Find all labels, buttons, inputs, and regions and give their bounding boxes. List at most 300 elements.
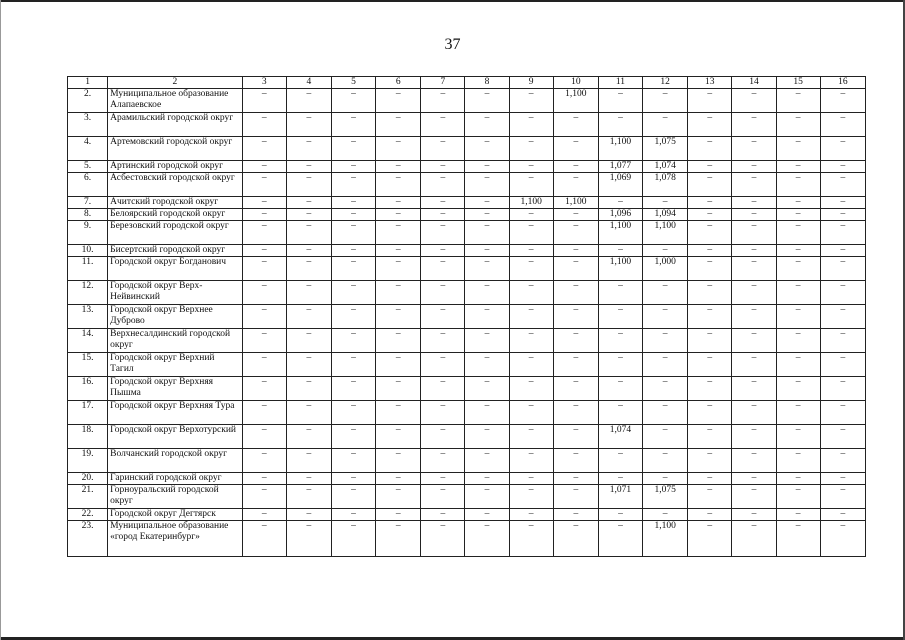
value-cell: – — [553, 245, 598, 257]
row-number: 3. — [68, 113, 108, 137]
value-cell: – — [776, 485, 820, 509]
value-cell: – — [820, 173, 865, 197]
value-cell: – — [421, 161, 465, 173]
value-cell: – — [553, 521, 598, 557]
value-cell: – — [643, 329, 688, 353]
value-cell: – — [553, 329, 598, 353]
value-cell: – — [465, 257, 509, 281]
municipality-name: Березовский городской округ — [108, 221, 243, 245]
value-cell: – — [421, 485, 465, 509]
value-cell: – — [242, 521, 286, 557]
table-row — [68, 113, 866, 137]
value-cell: – — [688, 425, 732, 449]
value-cell: – — [509, 305, 553, 329]
value-cell: – — [331, 257, 375, 281]
column-header: 3 — [242, 77, 286, 89]
table-row — [68, 161, 866, 173]
value-cell: – — [465, 221, 509, 245]
value-cell: 1,000 — [643, 257, 688, 281]
value-cell: 1,100 — [598, 137, 642, 161]
table-row — [68, 509, 866, 521]
value-cell: – — [598, 113, 642, 137]
value-cell: – — [776, 137, 820, 161]
value-cell: – — [465, 89, 509, 113]
municipality-name: Гаринский городской округ — [108, 473, 243, 485]
value-cell: 1,075 — [643, 137, 688, 161]
row-number: 9. — [68, 221, 108, 245]
table-row — [68, 425, 866, 449]
value-cell: – — [820, 161, 865, 173]
row-number: 10. — [68, 245, 108, 257]
value-cell: – — [553, 509, 598, 521]
value-cell: – — [688, 113, 732, 137]
row-number: 23. — [68, 521, 108, 557]
coefficient-table — [67, 76, 866, 557]
row-number: 4. — [68, 137, 108, 161]
value-cell: – — [553, 353, 598, 377]
value-cell: – — [421, 113, 465, 137]
value-cell: – — [421, 209, 465, 221]
row-number: 14. — [68, 329, 108, 353]
value-cell: – — [643, 353, 688, 377]
value-cell: – — [688, 197, 732, 209]
value-cell: – — [242, 257, 286, 281]
value-cell: – — [688, 257, 732, 281]
value-cell: – — [820, 197, 865, 209]
value-cell: – — [820, 377, 865, 401]
value-cell: – — [421, 401, 465, 425]
municipality-name: Городской округ Верхотурский — [108, 425, 243, 449]
value-cell: – — [553, 473, 598, 485]
value-cell: – — [553, 281, 598, 305]
value-cell: – — [286, 209, 331, 221]
municipality-name: Городской округ Богданович — [108, 257, 243, 281]
value-cell: 1,069 — [598, 173, 642, 197]
value-cell: – — [688, 485, 732, 509]
municipality-name: Арамильский городской округ — [108, 113, 243, 137]
table-row — [68, 401, 866, 425]
value-cell: – — [286, 353, 331, 377]
row-number: 15. — [68, 353, 108, 377]
value-cell: – — [732, 305, 776, 329]
value-cell: – — [331, 521, 375, 557]
value-cell: – — [286, 377, 331, 401]
value-cell: 1,094 — [643, 209, 688, 221]
value-cell: – — [776, 209, 820, 221]
value-cell: – — [688, 137, 732, 161]
value-cell: – — [598, 473, 642, 485]
value-cell: – — [331, 221, 375, 245]
value-cell: – — [820, 425, 865, 449]
value-cell: – — [509, 353, 553, 377]
value-cell: – — [553, 401, 598, 425]
value-cell: 1,100 — [553, 89, 598, 113]
value-cell: – — [421, 305, 465, 329]
value-cell: – — [286, 281, 331, 305]
value-cell: – — [820, 449, 865, 473]
value-cell: – — [776, 521, 820, 557]
value-cell: – — [242, 485, 286, 509]
value-cell: – — [732, 329, 776, 353]
value-cell: – — [509, 449, 553, 473]
value-cell: – — [820, 329, 865, 353]
value-cell: – — [242, 329, 286, 353]
table-row — [68, 521, 866, 557]
value-cell: – — [376, 473, 421, 485]
value-cell: – — [376, 257, 421, 281]
value-cell: – — [242, 401, 286, 425]
value-cell: 1,096 — [598, 209, 642, 221]
value-cell: – — [509, 89, 553, 113]
value-cell: – — [286, 425, 331, 449]
value-cell: – — [688, 377, 732, 401]
value-cell: – — [376, 113, 421, 137]
value-cell: – — [376, 329, 421, 353]
value-cell: – — [598, 521, 642, 557]
value-cell: – — [331, 137, 375, 161]
value-cell: – — [688, 521, 732, 557]
value-cell: – — [732, 521, 776, 557]
value-cell: – — [242, 425, 286, 449]
value-cell: – — [776, 473, 820, 485]
value-cell: – — [820, 305, 865, 329]
value-cell: – — [643, 305, 688, 329]
value-cell: – — [465, 209, 509, 221]
value-cell: 1,100 — [643, 521, 688, 557]
value-cell: 1,100 — [598, 257, 642, 281]
value-cell: – — [465, 425, 509, 449]
value-cell: – — [465, 137, 509, 161]
value-cell: – — [376, 377, 421, 401]
value-cell: – — [598, 329, 642, 353]
value-cell: – — [732, 449, 776, 473]
row-number: 18. — [68, 425, 108, 449]
value-cell: – — [465, 485, 509, 509]
value-cell: – — [598, 197, 642, 209]
value-cell: – — [376, 353, 421, 377]
value-cell: – — [688, 245, 732, 257]
value-cell: – — [509, 473, 553, 485]
table-row — [68, 485, 866, 509]
value-cell: – — [598, 377, 642, 401]
value-cell: – — [776, 449, 820, 473]
value-cell: – — [376, 161, 421, 173]
row-number: 8. — [68, 209, 108, 221]
value-cell: – — [376, 449, 421, 473]
value-cell: – — [776, 329, 820, 353]
value-cell: – — [331, 245, 375, 257]
value-cell: – — [776, 245, 820, 257]
value-cell: – — [509, 521, 553, 557]
value-cell: – — [820, 401, 865, 425]
value-cell: – — [376, 197, 421, 209]
municipality-name: Городской округ Верх-Нейвинский — [108, 281, 243, 305]
column-header: 7 — [421, 77, 465, 89]
value-cell: – — [776, 509, 820, 521]
value-cell: – — [553, 305, 598, 329]
value-cell: – — [242, 197, 286, 209]
value-cell: – — [820, 221, 865, 245]
value-cell: – — [376, 137, 421, 161]
row-number: 20. — [68, 473, 108, 485]
municipality-name: Ачитский городской округ — [108, 197, 243, 209]
value-cell: – — [465, 509, 509, 521]
value-cell: – — [732, 401, 776, 425]
value-cell: – — [553, 377, 598, 401]
value-cell: – — [776, 197, 820, 209]
value-cell: – — [242, 221, 286, 245]
value-cell: – — [553, 425, 598, 449]
column-header: 12 — [643, 77, 688, 89]
value-cell: – — [509, 485, 553, 509]
value-cell: – — [465, 401, 509, 425]
value-cell: – — [421, 425, 465, 449]
municipality-name: Муниципальное образование «город Екатеринбург» — [108, 521, 243, 557]
value-cell: – — [331, 329, 375, 353]
table-row — [68, 281, 866, 305]
value-cell: – — [776, 425, 820, 449]
value-cell: – — [820, 281, 865, 305]
value-cell: – — [776, 377, 820, 401]
value-cell: – — [820, 485, 865, 509]
table-row — [68, 209, 866, 221]
value-cell: – — [509, 137, 553, 161]
value-cell: – — [331, 197, 375, 209]
municipality-name: Городской округ Дегтярск — [108, 509, 243, 521]
value-cell: – — [553, 485, 598, 509]
value-cell: – — [509, 377, 553, 401]
value-cell: – — [509, 509, 553, 521]
value-cell: – — [688, 209, 732, 221]
value-cell: – — [643, 377, 688, 401]
table-row — [68, 257, 866, 281]
value-cell: – — [553, 209, 598, 221]
row-number: 12. — [68, 281, 108, 305]
value-cell: – — [776, 305, 820, 329]
value-cell: – — [331, 425, 375, 449]
value-cell: – — [732, 197, 776, 209]
value-cell: – — [421, 221, 465, 245]
value-cell: – — [820, 245, 865, 257]
value-cell: – — [732, 209, 776, 221]
value-cell: – — [509, 329, 553, 353]
value-cell: 1,075 — [643, 485, 688, 509]
value-cell: 1,100 — [643, 221, 688, 245]
table-row — [68, 473, 866, 485]
column-header: 14 — [732, 77, 776, 89]
municipality-name: Бисертский городской округ — [108, 245, 243, 257]
value-cell: – — [553, 221, 598, 245]
value-cell: – — [331, 509, 375, 521]
row-number: 5. — [68, 161, 108, 173]
value-cell: – — [820, 89, 865, 113]
value-cell: – — [421, 449, 465, 473]
value-cell: – — [421, 89, 465, 113]
value-cell: – — [820, 137, 865, 161]
value-cell: – — [732, 473, 776, 485]
value-cell: – — [643, 449, 688, 473]
value-cell: – — [598, 89, 642, 113]
frame-left — [0, 0, 1, 640]
value-cell: – — [776, 113, 820, 137]
value-cell: – — [286, 401, 331, 425]
column-header: 15 — [776, 77, 820, 89]
value-cell: – — [242, 377, 286, 401]
municipality-name: Городской округ Верхняя Пышма — [108, 377, 243, 401]
value-cell: – — [242, 113, 286, 137]
value-cell: – — [465, 173, 509, 197]
municipality-name: Городской округ Верхняя Тура — [108, 401, 243, 425]
value-cell: – — [688, 353, 732, 377]
row-number: 6. — [68, 173, 108, 197]
table-row — [68, 137, 866, 161]
value-cell: – — [286, 221, 331, 245]
value-cell: – — [553, 257, 598, 281]
value-cell: – — [286, 161, 331, 173]
table-row — [68, 377, 866, 401]
column-header: 6 — [376, 77, 421, 89]
value-cell: – — [776, 221, 820, 245]
value-cell: – — [820, 257, 865, 281]
value-cell: – — [421, 509, 465, 521]
value-cell: – — [732, 161, 776, 173]
value-cell: – — [820, 521, 865, 557]
value-cell: – — [465, 521, 509, 557]
value-cell: – — [331, 89, 375, 113]
value-cell: – — [553, 137, 598, 161]
value-cell: – — [286, 257, 331, 281]
value-cell: – — [509, 161, 553, 173]
value-cell: – — [286, 245, 331, 257]
value-cell: – — [598, 281, 642, 305]
value-cell: – — [331, 401, 375, 425]
value-cell: – — [688, 89, 732, 113]
value-cell: – — [776, 401, 820, 425]
value-cell: – — [465, 305, 509, 329]
municipality-name: Белоярский городской округ — [108, 209, 243, 221]
value-cell: – — [421, 173, 465, 197]
value-cell: – — [376, 89, 421, 113]
row-number: 19. — [68, 449, 108, 473]
value-cell: – — [286, 305, 331, 329]
value-cell: – — [242, 161, 286, 173]
value-cell: – — [688, 281, 732, 305]
value-cell: – — [776, 257, 820, 281]
value-cell: – — [732, 377, 776, 401]
value-cell: – — [553, 113, 598, 137]
column-header: 9 — [509, 77, 553, 89]
table-row — [68, 329, 866, 353]
column-header: 4 — [286, 77, 331, 89]
value-cell: – — [820, 353, 865, 377]
value-cell: – — [643, 509, 688, 521]
value-cell: – — [376, 221, 421, 245]
table-row — [68, 245, 866, 257]
value-cell: – — [242, 305, 286, 329]
value-cell: – — [242, 353, 286, 377]
value-cell: – — [509, 401, 553, 425]
value-cell: – — [465, 197, 509, 209]
value-cell: – — [286, 473, 331, 485]
value-cell: – — [465, 473, 509, 485]
value-cell: – — [421, 521, 465, 557]
value-cell: – — [776, 89, 820, 113]
value-cell: – — [465, 161, 509, 173]
column-header: 13 — [688, 77, 732, 89]
municipality-name: Верхнесалдинский городской округ — [108, 329, 243, 353]
value-cell: – — [509, 245, 553, 257]
value-cell: – — [286, 449, 331, 473]
value-cell: – — [820, 209, 865, 221]
value-cell: – — [732, 257, 776, 281]
value-cell: – — [465, 353, 509, 377]
value-cell: – — [598, 509, 642, 521]
value-cell: – — [331, 113, 375, 137]
value-cell: – — [820, 473, 865, 485]
value-cell: – — [776, 161, 820, 173]
value-cell: – — [242, 281, 286, 305]
value-cell: – — [421, 353, 465, 377]
value-cell: – — [776, 353, 820, 377]
value-cell: – — [643, 197, 688, 209]
value-cell: – — [286, 113, 331, 137]
value-cell: – — [421, 473, 465, 485]
row-number: 16. — [68, 377, 108, 401]
column-header: 8 — [465, 77, 509, 89]
row-number: 11. — [68, 257, 108, 281]
table-row — [68, 197, 866, 209]
value-cell: – — [331, 473, 375, 485]
value-cell: – — [286, 137, 331, 161]
table-row — [68, 173, 866, 197]
value-cell: – — [732, 425, 776, 449]
value-cell: – — [598, 305, 642, 329]
value-cell: – — [688, 221, 732, 245]
column-header: 10 — [553, 77, 598, 89]
value-cell: – — [376, 305, 421, 329]
value-cell: – — [242, 449, 286, 473]
column-header: 16 — [820, 77, 865, 89]
municipality-name: Городской округ Верхнее Дуброво — [108, 305, 243, 329]
value-cell: – — [242, 137, 286, 161]
value-cell: 1,074 — [598, 425, 642, 449]
row-number: 7. — [68, 197, 108, 209]
value-cell: 1,100 — [509, 197, 553, 209]
value-cell: – — [331, 353, 375, 377]
value-cell: – — [598, 449, 642, 473]
value-cell: – — [331, 161, 375, 173]
value-cell: – — [376, 209, 421, 221]
value-cell: – — [421, 329, 465, 353]
value-cell: – — [553, 449, 598, 473]
value-cell: – — [465, 329, 509, 353]
value-cell: – — [598, 245, 642, 257]
municipality-name: Городской округ Верхний Тагил — [108, 353, 243, 377]
value-cell: – — [643, 473, 688, 485]
value-cell: – — [732, 281, 776, 305]
value-cell: – — [509, 425, 553, 449]
column-header: 1 — [68, 77, 108, 89]
value-cell: – — [376, 509, 421, 521]
value-cell: – — [688, 401, 732, 425]
value-cell: – — [421, 245, 465, 257]
value-cell: – — [286, 485, 331, 509]
value-cell: – — [286, 173, 331, 197]
value-cell: – — [732, 113, 776, 137]
value-cell: 1,071 — [598, 485, 642, 509]
value-cell: – — [688, 329, 732, 353]
value-cell: – — [286, 197, 331, 209]
